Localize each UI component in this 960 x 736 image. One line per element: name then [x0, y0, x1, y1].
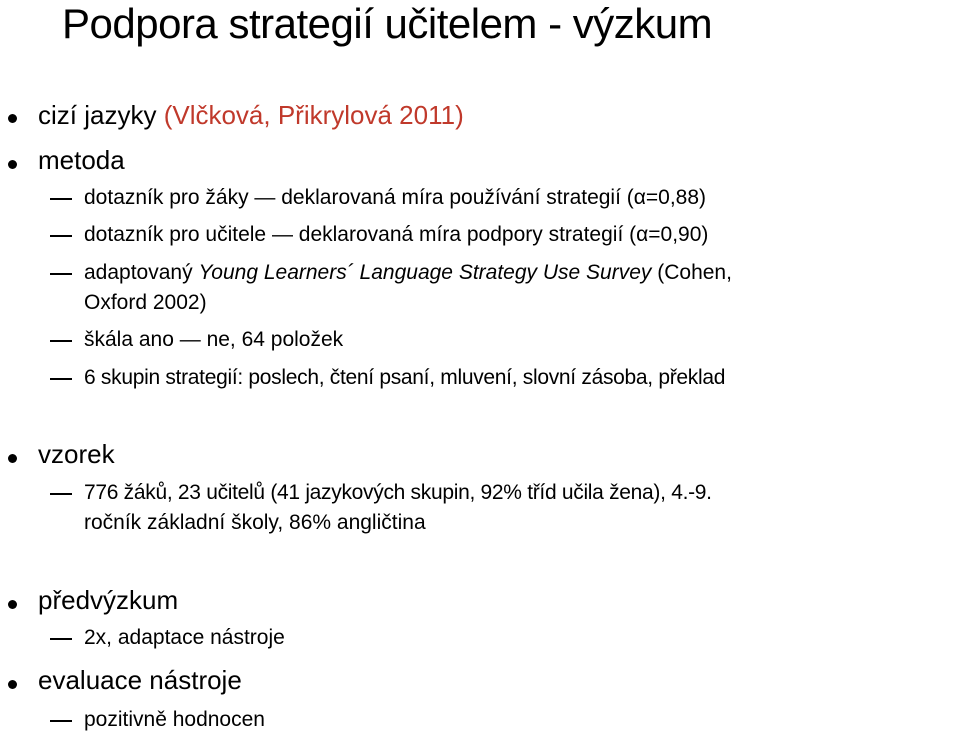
subitem-dotaznik-zaci: dotazník pro žáky — deklarovaná míra používání strategií (α=0,88) — [84, 186, 707, 209]
citation-reference: (Vlčková, Přikrylová 2011) — [163, 100, 464, 130]
subitem-skala: škála ano — ne, 64 položek — [84, 328, 344, 351]
bullet-dot — [8, 454, 17, 463]
dash-marker — [50, 720, 72, 722]
subitem-vzorek-line2: ročník základní školy, 86% angličtina — [84, 511, 426, 534]
subitem-vzorek-line1: 776 žáků, 23 učitelů (41 jazykových skupin, 92% tříd učila žena), 4.-9. — [84, 481, 712, 504]
dash-marker — [50, 638, 72, 640]
dash-marker — [50, 493, 72, 495]
bullet-dot — [8, 114, 17, 123]
bullet-dot — [8, 680, 17, 689]
subitem-dotaznik-ucitele: dotazník pro učitele — deklarovaná míra podpory strategií (α=0,90) — [84, 223, 709, 246]
bullet-text: cizí jazyky — [38, 100, 164, 130]
dash-marker — [50, 340, 72, 342]
survey-title: Young Learners´ Language Strategy Use Survey — [198, 261, 652, 284]
dash-marker — [50, 198, 72, 200]
bullet-evaluace: evaluace nástroje — [38, 665, 242, 695]
bullet-dot — [8, 160, 17, 169]
subitem-pozitivne: pozitivně hodnocen — [84, 708, 265, 731]
subitem-adaptace: 2x, adaptace nástroje — [84, 626, 285, 649]
bullet-vzorek: vzorek — [38, 439, 115, 469]
dash-marker — [50, 378, 72, 380]
subitem-adaptovany-survey — [84, 260, 732, 285]
subitem-adaptovany-line2: Oxford 2002) — [84, 291, 207, 314]
subitem-skupiny-strategii: 6 skupin strategií: poslech, čtení psaní, mluvení, slovní zásoba, překlad — [84, 366, 726, 389]
bullet-metoda: metoda — [38, 145, 125, 175]
dash-marker — [50, 273, 72, 275]
bullet-dot — [8, 600, 17, 609]
dash-marker — [50, 235, 72, 237]
slide-title: Podpora strategií učitelem - výzkum — [62, 0, 713, 47]
subitem-suffix: (Cohen, — [651, 261, 732, 284]
bullet-predvyzkum: předvýzkum — [38, 585, 179, 615]
bullet-cizi-jazyky — [38, 100, 464, 130]
subitem-prefix: adaptovaný — [84, 261, 199, 284]
